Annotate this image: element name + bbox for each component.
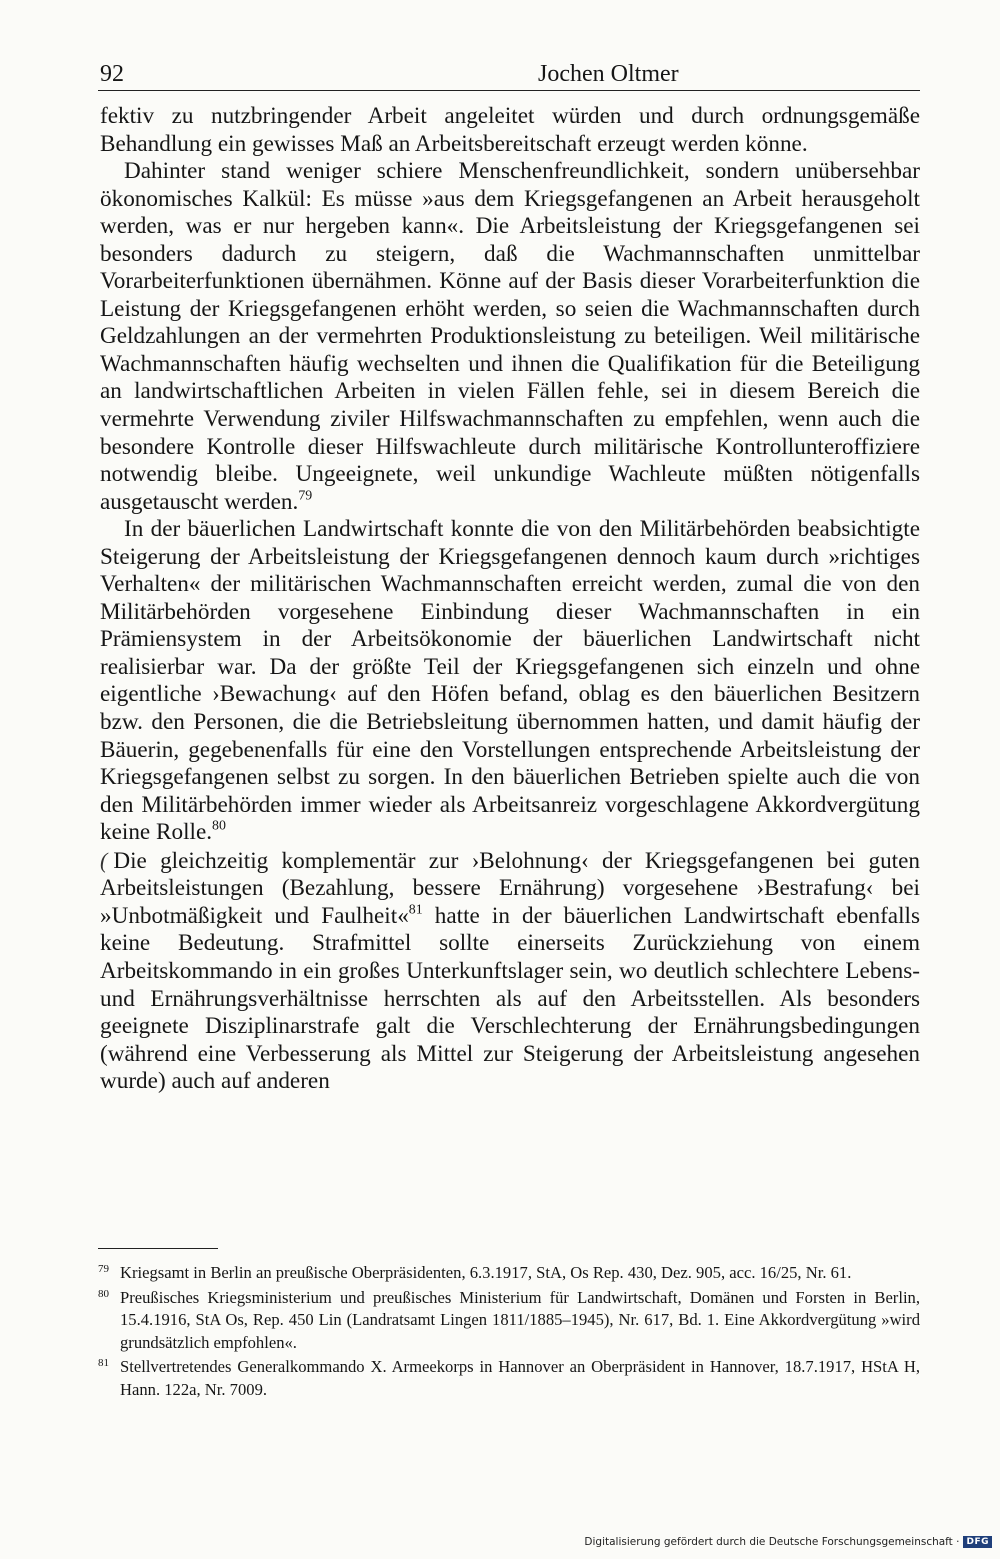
- footnote-divider: [98, 1248, 218, 1249]
- footnote-ref-79: 79: [298, 487, 313, 503]
- footnote-79: 79 Kriegsamt in Berlin an preußische Oberpräsidenten, 6.3.1917, StA, Os Rep. 430, Dez. 905, acc. 16/25, Nr. 61.: [100, 1262, 920, 1285]
- footnote-81: 81 Stellvertretendes Generalkommando X. Armeekorps in Hannover an Oberpräsident in Hannover, 18.7.1917, HStA H, Hann. 122a, Nr. 7009.: [100, 1356, 920, 1401]
- footnote-ref-81: 81: [408, 902, 423, 918]
- digitization-credit: [584, 1536, 992, 1548]
- footnote-number: 80: [98, 1287, 109, 1300]
- paragraph-3: In der bäuerlichen Landwirtschaft konnte die von den Militärbehörden beabsichtigte Steigerung der Arbeitsleistung der Kriegsgefangenen dennoch kaum durch »richtiges Verhalten« der militärischen Wachmannschaften erreicht werden, zumal die von den Militärbehörden vorgesehene Einbindung dieser Wachmannschaften in ein Prämiensystem in der Arbeitsökonomie der bäuerlichen Landwirtschaft nicht realisierbar war. Da der größte Teil der Kriegsgefangenen sich einzeln und ohne eigentliche ›Bewachung‹ auf den Höfen befand, oblag es den bäuerlichen Besitzern bzw. den Personen, die die Betriebsleitung übernommen hatten, und damit häufig der Bäuerin, gegebenenfalls für eine den Vorstellungen entsprechende Arbeitsleistung der Kriegsgefangenen selbst zu sorgen. In den bäuerlichen Betrieben spielte auch die von den Militärbehörden immer wieder als Arbeitsanreiz vorgeschlagene Akkordvergütung keine Rolle.$^{80}$: [100, 516, 920, 846]
- paragraph-mark: (: [100, 847, 108, 873]
- body-text: [100, 103, 920, 1096]
- page-header: [98, 60, 920, 91]
- paragraph-2: Dahinter stand weniger schiere Menschenfreundlichkeit, sondern unübersehbar ökonomisches Kalkül: Es müsse »aus dem Kriegsgefangenen an Arbeit herausgeholt werden, was er nur hergeben kann«. Die Arbeitsleistung der Kriegsgefangenen sei besonders dadurch zu steigern, daß die Wachmannschaften unmittelbar Vorarbeiterfunktionen übernähmen. Könne auf der Basis dieser Vorarbeiterfunktion die Leistung der Kriegsgefangenen erhöht werden, so seien die Wachmannschaften durch Geldzahlungen an der vermehrten Produktionsleistung zu beteiligen. Weil militärische Wachmannschaften häufig wechselten und ihnen die Qualifikation für die Beteiligung an landwirtschaftlichen Arbeiten in vielen Fällen fehle, sei in diesem Bereich die vermehrte Verwendung ziviler Hilfswachmannschaften zu empfehlen, wenn auch die besondere Kontrolle dieser Hilfswachleute durch militärische Kontrollunteroffiziere notwendig bleibe. Ungeeignete, weil unkundige Wachleute müßten nötigenfalls ausgetauscht werden.$^{79}$: [100, 158, 920, 515]
- footnote-ref-80: 80: [212, 818, 226, 834]
- page-number: 92: [100, 61, 124, 87]
- footnote-number: 79: [98, 1263, 109, 1275]
- paragraph-4: ( Die gleichzeitig komplementär zur ›Belohnung‹ der Kriegsgefangenen bei guten Arbeitsleistungen (Bezahlung, bessere Ernährung) vorgesehene ›Bestrafung‹ bei »Unbotmäßigkeit und Faulheit«$^{81}$ hatte in der bäuerlichen Landwirtschaft ebenfalls keine Bedeutung. Strafmittel sollte einerseits Zurückziehung von einem Arbeitskommando in ein großes Unterkunftslager sein, wo deutlich schlechtere Lebens- und Ernährungsverhältnisse herrschten als auf den Arbeitsstellen. Als besonders geeignete Disziplinarstrafe galt die Verschlechterung der Ernährungsbedingungen (während eine Verbesserung als Mittel zur Steigerung der Arbeitsleistung angesehen wurde) auch auf anderen: [100, 847, 920, 1095]
- dfg-logo: DFG: [963, 1536, 992, 1548]
- running-head: Jochen Oltmer: [538, 61, 679, 87]
- paragraph-1: fektiv zu nutzbringender Arbeit angeleitet würden und durch ordnungsgemäße Behandlung ein gewisses Maß an Arbeitsbereitschaft erzeugt werden könne.: [100, 103, 920, 157]
- footnotes: [100, 1262, 920, 1404]
- footnote-number: 81: [98, 1357, 109, 1370]
- footnote-80: 80 Preußisches Kriegsministerium und preußisches Ministerium für Landwirtschaft, Domänen und Forsten in Berlin, 15.4.1916, StA Os, Rep. 450 Lin (Landratsamt Lingen 1811/1885–1945), Nr. 617, Bd. 1. Eine Akkordvergütung »wird grundsätzlich empfohlen«.: [100, 1287, 920, 1355]
- credit-text: Digitalisierung gefördert durch die Deutsche Forschungsgemeinschaft ·: [584, 1536, 960, 1548]
